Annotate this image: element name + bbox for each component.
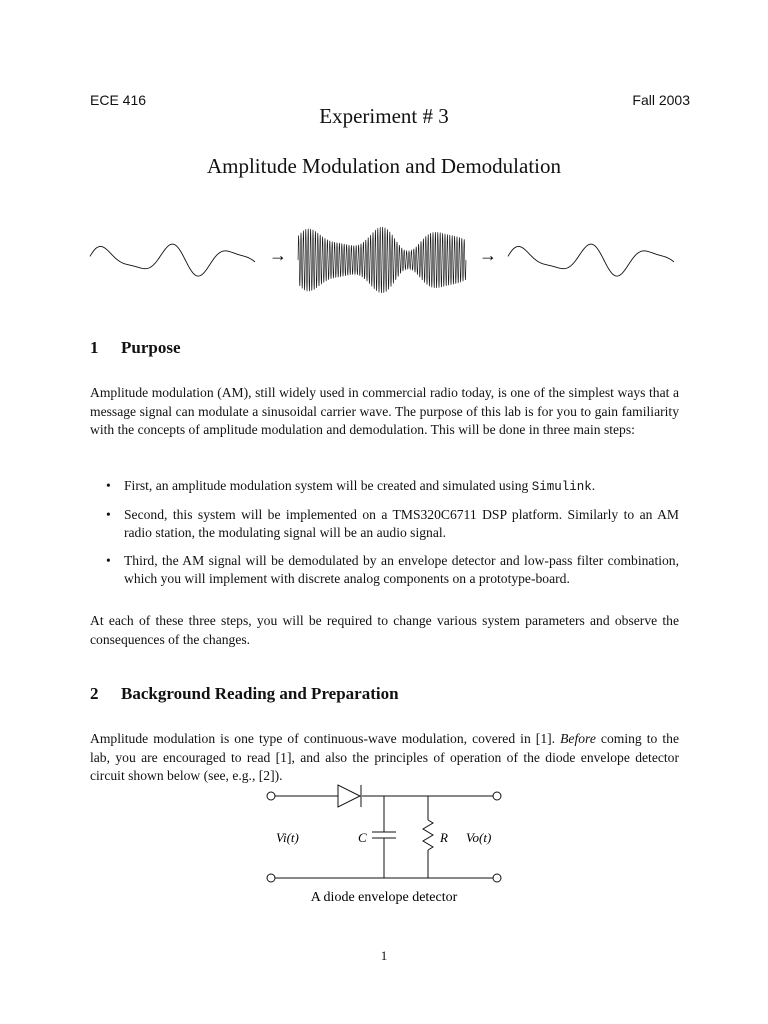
output-voltage-label: Vo(t) — [466, 830, 492, 845]
page-number: 1 — [380, 948, 388, 963]
section-2-paragraph — [90, 730, 679, 786]
input-voltage-label: Vi(t) — [276, 830, 299, 845]
experiment-title: Experiment # 3 — [319, 104, 449, 128]
message-waveform — [90, 244, 255, 276]
section-1-heading — [90, 338, 181, 358]
circuit-caption: A diode envelope detector — [310, 890, 458, 905]
bullet-marker: • — [106, 478, 111, 493]
section-2-heading — [90, 684, 399, 704]
arrow-am-to-demod: → — [479, 245, 497, 265]
section-2-title: Background Reading and Preparation — [121, 684, 399, 703]
section-1-closing: At each of these three steps, you will be required to change various system parameters and observe the consequences of the changes. — [90, 613, 679, 647]
modulation-figure — [0, 225, 768, 300]
section-2-number: 2 — [90, 684, 99, 703]
am-waveform — [298, 227, 466, 293]
main-title: Amplitude Modulation and Demodulation — [206, 154, 562, 178]
section-1-title: Purpose — [121, 338, 181, 357]
arrow-message-to-am: → — [269, 245, 287, 265]
section-1-number: 1 — [90, 338, 99, 357]
section-2-text-a: Amplitude modulation is one type of continuous-wave modulation, covered in [1]. — [90, 731, 556, 746]
list-item — [106, 552, 679, 589]
bullet-1-end: . — [591, 478, 596, 493]
diode-symbol — [338, 785, 360, 807]
envelope-detector-diagram — [0, 780, 768, 910]
bullet-1-text: First, an amplitude modulation system will be created and simulated using — [124, 478, 529, 493]
list-item — [106, 506, 679, 543]
resistor-label: R — [440, 830, 448, 845]
output-terminal-top — [493, 792, 501, 800]
input-terminal-bottom — [267, 874, 275, 882]
section-1-intro: Amplitude modulation (AM), still widely used in commercial radio today, is one of the simplest ways that a message signal can modulate a sinusoidal carrier wave. The purpose of this lab is for you to gain familiarity with the concepts of amplitude modulation and demodulation. This will be done in three main steps: — [90, 385, 679, 437]
demodulated-waveform — [508, 244, 674, 276]
course-code: ECE 416 — [90, 92, 147, 108]
bullet-marker: • — [106, 552, 111, 568]
bullet-marker: • — [106, 506, 111, 522]
capacitor-label: C — [358, 830, 367, 845]
term-label: Fall 2003 — [632, 92, 690, 108]
section-2-text-b: coming to the lab, you are encouraged to read [1], and also the principles of operation of the diode envelope detector circuit shown below (see, e.g., [2]). — [90, 731, 679, 783]
steps-list — [106, 477, 679, 598]
list-item — [106, 477, 679, 497]
output-terminal-bottom — [493, 874, 501, 882]
resistor-zigzag — [423, 820, 433, 850]
bullet-3-text: Third, the AM signal will be demodulated by an envelope detector and low-pass filter combination, which you will implement with discrete analog components on a prototype-board. — [124, 552, 679, 586]
input-terminal-top — [267, 792, 275, 800]
section-2-emphasis: Before — [560, 731, 596, 746]
bullet-2-text: Second, this system will be implemented on a TMS320C6711 DSP platform. Similarly to an AM radio station, the modulating signal will be an audio signal. — [124, 506, 679, 540]
simulink-code: Simulink — [531, 480, 592, 494]
